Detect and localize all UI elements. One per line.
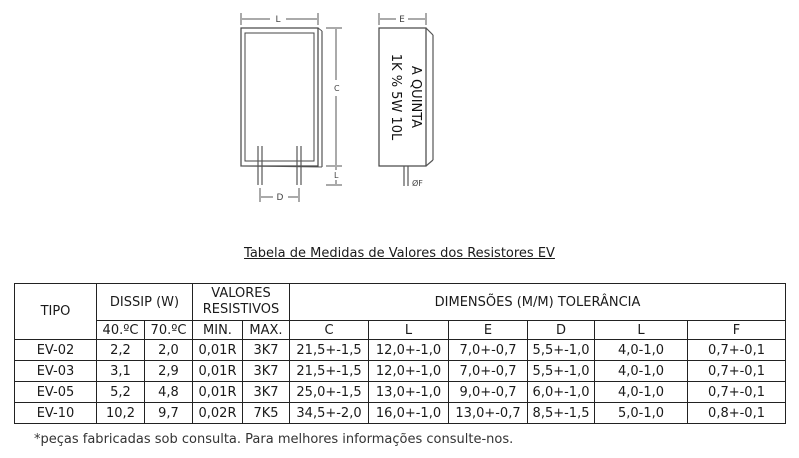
table-cell: 0,7+-0,1 xyxy=(688,361,786,382)
table-cell-type: EV-05 xyxy=(15,382,97,403)
subheader-min: MIN. xyxy=(193,321,243,340)
table-cell: 34,5+-2,0 xyxy=(290,403,369,424)
table-row xyxy=(15,340,786,361)
resistor-spec-table xyxy=(14,283,786,424)
table-cell: 4,8 xyxy=(145,382,193,403)
table-cell: 12,0+-1,0 xyxy=(369,361,449,382)
table-cell: 0,01R xyxy=(193,382,243,403)
table-cell: 3,1 xyxy=(97,361,145,382)
table-cell: 0,7+-0,1 xyxy=(688,340,786,361)
subheader-c: C xyxy=(290,321,369,340)
table-cell: 21,5+-1,5 xyxy=(290,361,369,382)
table-cell: 13,0+-1,0 xyxy=(369,382,449,403)
header-valores-line2: RESISTIVOS xyxy=(202,302,280,317)
header-valores xyxy=(193,284,290,321)
table-body xyxy=(15,340,786,424)
table-cell: 2,2 xyxy=(97,340,145,361)
table-cell: 10,2 xyxy=(97,403,145,424)
table-cell: 12,0+-1,0 xyxy=(369,340,449,361)
table-cell: 3K7 xyxy=(243,382,290,403)
table-row xyxy=(15,361,786,382)
header-tipo: TIPO xyxy=(15,284,97,340)
table-cell: 4,0-1,0 xyxy=(595,382,688,403)
table-cell: 9,7 xyxy=(145,403,193,424)
table-cell: 21,5+-1,5 xyxy=(290,340,369,361)
table-cell: 7,0+-0,7 xyxy=(449,340,528,361)
subheader-dissip-70: 70.ºC xyxy=(145,321,193,340)
subheader-dissip-40: 40.ºC xyxy=(97,321,145,340)
table-cell: 0,01R xyxy=(193,361,243,382)
dim-label-l-top: L xyxy=(275,15,281,25)
table-cell: 0,01R xyxy=(193,340,243,361)
table-cell: 13,0+-0,7 xyxy=(449,403,528,424)
table-cell-type: EV-03 xyxy=(15,361,97,382)
dim-label-d: D xyxy=(276,193,284,203)
table-cell-type: EV-02 xyxy=(15,340,97,361)
table-cell: 9,0+-0,7 xyxy=(449,382,528,403)
dim-label-e: E xyxy=(399,15,405,25)
table-cell: 16,0+-1,0 xyxy=(369,403,449,424)
table-row xyxy=(15,382,786,403)
front-view xyxy=(241,13,342,202)
table-cell: 3K7 xyxy=(243,340,290,361)
table-cell: 0,7+-0,1 xyxy=(688,382,786,403)
header-dimensoes: DIMENSÕES (M/M) TOLERÂNCIA xyxy=(290,284,786,321)
table-cell: 0,02R xyxy=(193,403,243,424)
side-view xyxy=(379,13,433,186)
table-cell-type: EV-10 xyxy=(15,403,97,424)
subheader-f: F xyxy=(688,321,786,340)
table-cell: 4,0-1,0 xyxy=(595,361,688,382)
table-row xyxy=(15,403,786,424)
resistor-marking-line2: 1K % 5W 10L xyxy=(388,53,403,141)
subheader-l-lead: L xyxy=(595,321,688,340)
table-subheader-row xyxy=(15,321,786,340)
subheader-l: L xyxy=(369,321,449,340)
table-cell: 7K5 xyxy=(243,403,290,424)
table-cell: 4,0-1,0 xyxy=(595,340,688,361)
table-cell: 2,9 xyxy=(145,361,193,382)
footnote: *peças fabricadas sob consulta. Para melhores informações consulte-nos. xyxy=(34,432,514,447)
table-caption: Tabela de Medidas de Valores dos Resistores EV xyxy=(244,246,555,261)
table-cell: 0,8+-0,1 xyxy=(688,403,786,424)
table-cell: 2,0 xyxy=(145,340,193,361)
resistor-marking-line1: A QUINTA xyxy=(408,65,423,129)
dim-label-c: C xyxy=(334,84,340,93)
table-cell: 5,5+-1,0 xyxy=(528,361,595,382)
dim-label-f: ØF xyxy=(412,179,423,188)
table-cell: 5,2 xyxy=(97,382,145,403)
header-dissip: DISSIP (W) xyxy=(97,284,193,321)
subheader-d: D xyxy=(528,321,595,340)
table-header-row xyxy=(15,284,786,321)
table-cell: 3K7 xyxy=(243,361,290,382)
header-valores-line1: VALORES xyxy=(211,286,271,301)
table-cell: 5,5+-1,0 xyxy=(528,340,595,361)
table-cell: 8,5+-1,5 xyxy=(528,403,595,424)
dim-label-l-lead: L xyxy=(334,171,339,180)
table-cell: 25,0+-1,5 xyxy=(290,382,369,403)
table-cell: 7,0+-0,7 xyxy=(449,361,528,382)
table-cell: 5,0-1,0 xyxy=(595,403,688,424)
subheader-max: MAX. xyxy=(243,321,290,340)
subheader-e: E xyxy=(449,321,528,340)
table-cell: 6,0+-1,0 xyxy=(528,382,595,403)
